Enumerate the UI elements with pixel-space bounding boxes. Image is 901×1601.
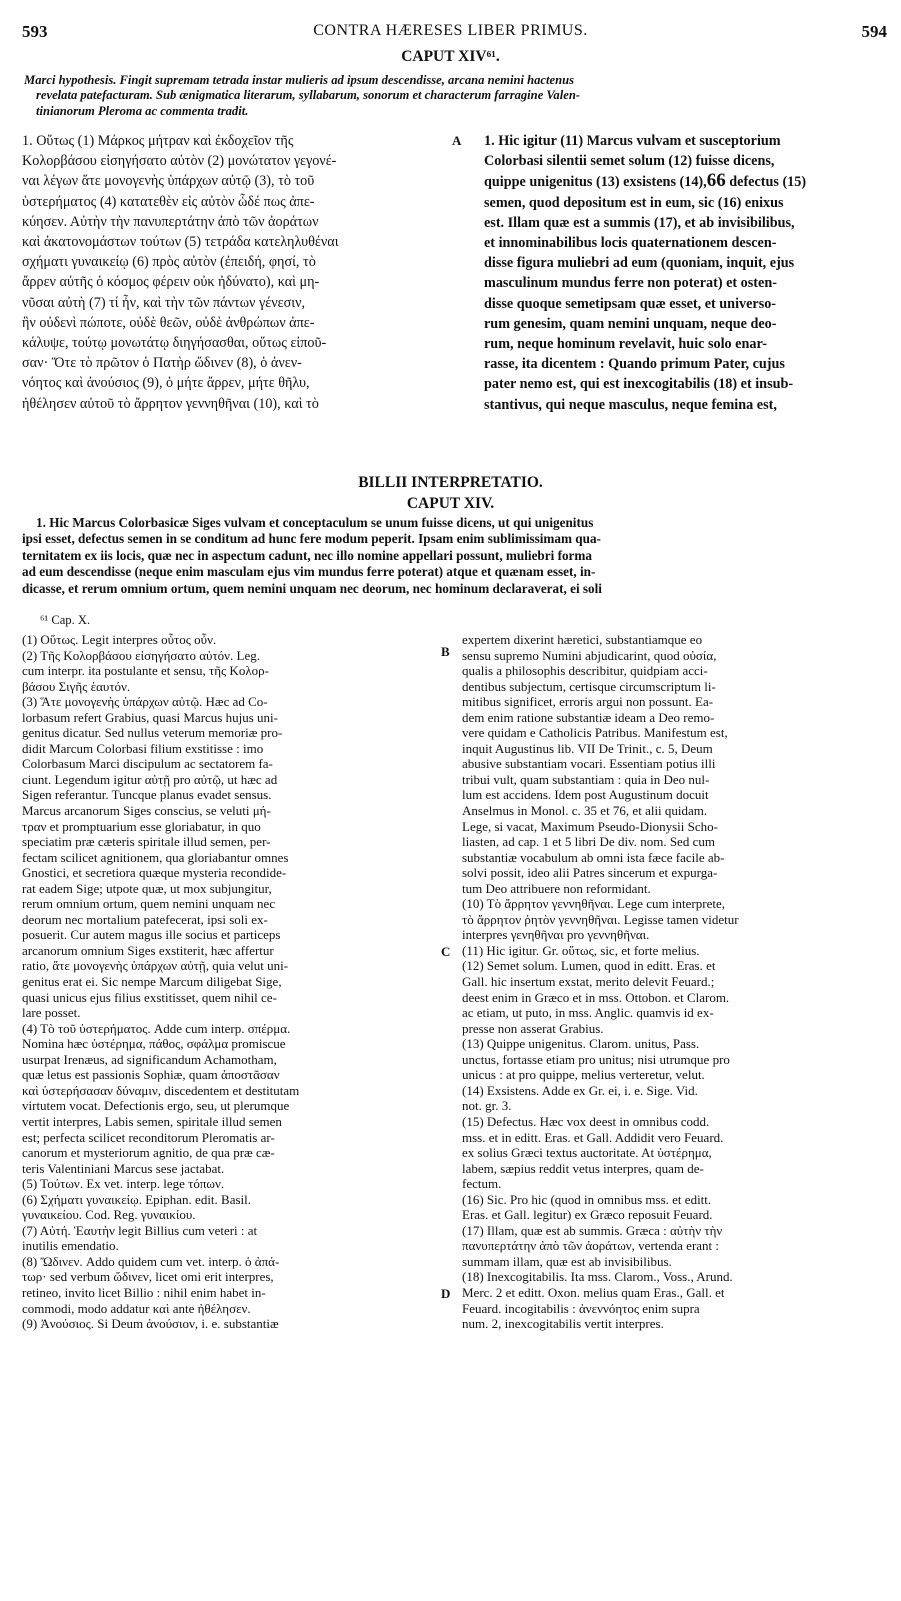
note-line: Marcus arcanorum Siges conscius, se veluti μή- xyxy=(22,803,271,819)
note-line: (4) Τὸ τοῦ ὑστερήματος. Adde cum interp. σπέρμα. xyxy=(22,1020,291,1036)
note-line: τραν et promptuarium esse gloriabatur, in quo xyxy=(22,818,261,834)
note-line: lare posset. xyxy=(22,1005,81,1021)
note-line: Gall. hic insertum exstat, merito delevit Feuard.; xyxy=(462,974,715,990)
note-line: καὶ ὑστερήσασαν δύναμιν, discedentem et destitutam xyxy=(22,1082,300,1098)
note-line: canorum et mysteriorum agnitio, de qua præ cæ- xyxy=(22,1145,275,1161)
greek-line: νόητος καὶ ἀνούσιος (9), ὁ μήτε ἄρρεν, μήτε θῆλυ, xyxy=(22,375,310,392)
latin-line: disse figura muliebri ad eum (quoniam, inquit, ejus xyxy=(484,255,795,272)
note-line: teris Valentiniani Marcus sese jactabat. xyxy=(22,1160,225,1176)
note-line: (10) Τὸ ἄρρητον γεννηθῆναι. Lege cum interprete, xyxy=(462,896,725,912)
note-line: expertem dixerint hæretici, substantiamque eo xyxy=(462,632,703,647)
latin-line: pater nemo est, qui est inexcogitabilis (18) et insub- xyxy=(484,376,794,393)
note-line: tum Deo attribuere non reformidant. xyxy=(462,880,651,896)
margin-letter-d: D xyxy=(441,1286,451,1301)
note-line: inutilis emendatio. xyxy=(22,1238,119,1254)
caput-title: CAPUT XIV⁶¹. xyxy=(401,48,500,65)
greek-line: ἄρρεν αὐτῆς ὁ κόσμος φέρειν οὐκ ἠδύνατο), καὶ μη- xyxy=(22,274,320,291)
note-line: qualis a philosophis describitur, quidpiam acci- xyxy=(462,663,708,679)
note-line: (8) Ὤδινεν. Addo quidem cum vet. interp. ὁ ἀπά- xyxy=(22,1253,280,1269)
greek-line: ναι λέγων ἅτε μονογενὴς ὑπάρχων αὐτῷ (3), τὸ τοῦ xyxy=(22,173,315,190)
latin-line: disse quoque semetipsam quæ esset, et universo- xyxy=(484,295,777,312)
caput2-title: CAPUT XIV. xyxy=(406,495,495,512)
latin-line: rum genesim, quam nemini unquam, neque deo- xyxy=(484,315,777,332)
note-line: mss. et in editt. Eras. et Gall. Addidit vero Feuard. xyxy=(462,1129,724,1145)
note-line: inquit Augustinus lib. VII De Trinit., c. 5, Deum xyxy=(462,740,713,756)
note-line: cum interpr. ita postulante et sensu, τῆς Κολορ- xyxy=(22,663,269,679)
note-line: Eras. et Gall. legitur) ex Græco reposuit Feuard. xyxy=(462,1207,713,1223)
note-line: (14) Exsistens. Adde ex Gr. ei, i. e. Sige. Vid. xyxy=(462,1082,698,1098)
note-line: quæ letus est passionis Sophiæ, quam ἀποστᾶσαν xyxy=(22,1067,280,1083)
latin-line: 1. Hic igitur (11) Marcus vulvam et susceptorium xyxy=(484,133,781,149)
note-line: ciunt. Legendum igitur αὐτῇ pro αὐτῷ, ut hæc ad xyxy=(22,771,278,787)
note-line: rerum omnium ortum, quem nemini unquam nec xyxy=(22,896,276,912)
latin-line: masculinum mundus ferre non poterat) et osten- xyxy=(484,275,777,292)
note-line: (17) Illam, quæ est ab summis. Græca : αὐτὴν τὴν xyxy=(462,1222,723,1238)
note-line: (1) Οὕτως. Legit interpres οὗτος οὖν. xyxy=(22,632,217,647)
note-line: deest enim in Græco et in mss. Ottobon. et Clarom. xyxy=(462,989,730,1005)
greek-line: κύησεν. Αὐτὴν τὴν πανυπερτάτην ἀπὸ τῶν ἀοράτων xyxy=(22,213,319,230)
margin-letter-c: C xyxy=(441,944,451,959)
greek-line: σχήματι γυναικείῳ (6) πρὸς αὐτὸν (ἐπειδή, φησί, τὸ xyxy=(22,254,316,271)
note-line: vertit interpres, Labis semen, spiritale illud semen xyxy=(22,1113,282,1129)
page-number-left: 593 xyxy=(22,22,48,41)
notes-left-column xyxy=(22,632,437,1332)
latin-line: rum, neque hominum revelavit, huic solo enar- xyxy=(484,336,767,353)
note-line: presse non asserat Grabius. xyxy=(462,1020,604,1036)
note-line: mitibus significet, erroris argui non possunt. Ea- xyxy=(462,694,714,710)
note-line: commodi, modo addatur καὶ ante ἠθέλησεν. xyxy=(22,1300,251,1316)
note-line: sensu supremo Numini abjudicarint, quod οὐσία, xyxy=(462,647,717,663)
interpretatio-paragraph xyxy=(22,515,888,597)
note-line: (9) Ἀνούσιος. Si Deum ἀνούσιον, i. e. substantiæ xyxy=(22,1316,279,1332)
note-line: abusive substantiam vocari. Essentiam potius illi xyxy=(462,756,716,772)
interpretatio-line: ipsi esset, defectus semen in se conditum ad hunc fere modum peperit. Ipsam enim sublimissimam qua- xyxy=(22,531,601,547)
greek-line: Κολορβάσου εἰσηγήσατο αὐτὸν (2) μονώτατον γεγονέ- xyxy=(22,153,337,170)
interpretatio-line: dicasse, et rerum omnium ortum, quem nemini unquam nec deorum, nec hominum declaraverat, ei soli xyxy=(22,580,602,596)
chapter-summary xyxy=(24,73,886,119)
interpretatio-line: 1. Hic Marcus Colorbasicæ Siges vulvam et conceptaculum se unum fuisse dicens, ut qui unigenitus xyxy=(36,515,594,530)
greek-line: ἠθέλησεν αὐτοῦ τὸ ἄρρητον γεννηθῆναι (10), καὶ τὸ xyxy=(22,395,319,412)
page-marker-66: 66 xyxy=(706,170,726,192)
page-number-right: 594 xyxy=(861,22,887,41)
note-line: γυναικείου. Cod. Reg. γυναικίου. xyxy=(22,1207,196,1223)
note-line: (13) Quippe unigenitus. Clarom. unitus, Pass. xyxy=(462,1036,700,1052)
note-line: πανυπερτάτην ἀπὸ τῶν ἀοράτων, vertenda erant : xyxy=(462,1238,720,1254)
summary-line: tinianorum Pleroma ac commenta tradit. xyxy=(36,103,249,118)
note-line: interpres γενηθῆναι pro γεννηθῆναι. xyxy=(462,927,650,943)
latin-line: et innominabilibus locis quaternationem descen- xyxy=(484,235,777,252)
note-line: rat eadem Sige; utpote quæ, ut mox subjungitur, xyxy=(22,880,272,896)
margin-letter-a: A xyxy=(452,133,462,148)
notes-right-column xyxy=(462,632,890,1332)
note-line: (2) Τῆς Κολορβάσου εἰσηγήσατο αὐτόν. Leg. xyxy=(22,647,261,663)
note-line: dentibus subjectum, certisque circumscriptum li- xyxy=(462,678,716,694)
note-line: est; perfecta scilicet reconditorum Pleromatis ar- xyxy=(22,1129,275,1145)
note-line: vere quidam e Catholicis Patribus. Manifestum est, xyxy=(462,725,728,741)
note-line: (7) Αὐτή. Ἑαυτὴν legit Billius cum veteri : at xyxy=(22,1222,258,1238)
latin-line: est. Illam quæ est a summis (17), et ab invisibilibus, xyxy=(484,214,795,231)
latin-text-column xyxy=(484,131,892,415)
latin-line-start: quippe unigenitus (13) exsistens (14), xyxy=(484,174,707,191)
summary-line: Marci hypothesis. Fingit supremam tetrada instar mulieris ad ipsum descendisse, arcana nemini hactenus xyxy=(24,73,575,87)
note-line: Anselmus in Monol. c. 35 et 76, et alii quidam. xyxy=(462,803,708,819)
note-line: (16) Sic. Pro hic (quod in omnibus mss. et editt. xyxy=(462,1191,712,1207)
note-line: labem, sæpius reddit vetus interpres, quam de- xyxy=(462,1160,704,1176)
note-line: ex solius Græci textus auctoritate. At ὑστέρημα, xyxy=(462,1145,712,1161)
note-line: Sigen referantur. Tuncque planus evadet sensus. xyxy=(22,787,272,803)
note-line: summam illam, quæ est ab invisibilibus. xyxy=(462,1253,672,1269)
note-line: solvi possit, ideo alii Patres sincerum et expurga- xyxy=(462,865,718,881)
note-line: τωρ· sed verbum ὤδινεν, licet omi erit interpres, xyxy=(22,1269,274,1285)
note-line: (15) Defectus. Hæc vox deest in omnibus codd. xyxy=(462,1113,710,1129)
note-line: didit Marcum Colorbasi filium exstitisse : imo xyxy=(22,740,264,756)
note-line: Lege, si vacat, Maximum Pseudo-Dionysii Scho- xyxy=(462,818,718,834)
note-line: substantiæ vocabulum ab omni ista fæce facile ab- xyxy=(462,849,725,865)
note-line: unctus, fortasse etiam pro unitus; nisi utrumque pro xyxy=(462,1051,730,1067)
note-line: ac etiam, ut puto, in mss. Anglic. quamvis id ex- xyxy=(462,1005,714,1021)
note-line: retineo, invito licet Billio : nihil enim habet in- xyxy=(22,1284,266,1300)
note-line: Feuard. incogitabilis : ἀνεννόητος enim supra xyxy=(462,1300,700,1316)
greek-line: 1. Οὕτως (1) Μάρκος μήτραν καὶ ἐκδοχεῖον τῆς xyxy=(22,133,294,149)
note-line: virtutem vocat. Defectionis ergo, seu, ut plerumque xyxy=(22,1098,290,1114)
margin-letter-b: B xyxy=(441,644,450,659)
note-line: genitus erat ei. Sic nempe Marcum diligebat Sige, xyxy=(22,974,282,990)
note-line: speciatim præ cæteris spiritale illud semen, per- xyxy=(22,834,271,850)
greek-text-column xyxy=(22,131,442,414)
note-line: liasten, ad cap. 1 et 5 libri De div. nom. Sed cum xyxy=(462,834,715,850)
summary-line: revelata patefacturam. Sub ænigmatica literarum, syllabarum, sonorum et characterum farragine Valen- xyxy=(36,88,581,103)
interpretatio-line: ternitatem ex iis locis, quæ nec in aspectum cadunt, nec illo nomine appellari possunt, muliebri forma xyxy=(22,547,592,563)
latin-line: semen, quod depositum est in eum, sic (16) enixus xyxy=(484,194,784,211)
note-line: (18) Inexcogitabilis. Ita mss. Clarom., Voss., Arund. xyxy=(462,1269,733,1285)
note-line: fectam scilicet agnitionem, qua gloriabantur omnes xyxy=(22,849,289,865)
note-line: (5) Τούτων. Ex vet. interp. lege τόπων. xyxy=(22,1176,225,1192)
note-line: arcanorum omnium Siges exstiterit, hæc affertur xyxy=(22,942,274,958)
note-line: dem enim ratione substantiæ ideam a Deo remo- xyxy=(462,709,715,725)
footnote-61: ⁶¹ Cap. X. xyxy=(40,613,91,627)
note-line: posuerit. Cur autem magus ille socius et particeps xyxy=(22,927,281,943)
greek-line: νῦσαι αὐτὴ (7) τί ἦν, καὶ τὴν τῶν πάντων γένεσιν, xyxy=(22,294,306,311)
note-line: usurpat Irenæus, ad significandum Achamotham, xyxy=(22,1051,277,1067)
note-line: Colorbasum Marci discipulum ac sectatorem fa- xyxy=(22,756,273,772)
latin-line: rasse, ita dicentem : Quando primum Pater, cujus xyxy=(484,356,785,373)
note-line: fectum. xyxy=(462,1176,502,1192)
note-line: Nomina hæc ὑστέρημα, πάθος, σφάλμα promiscue xyxy=(22,1036,286,1052)
note-line: not. gr. 3. xyxy=(462,1098,512,1114)
running-title: CONTRA HÆRESES LIBER PRIMUS. xyxy=(313,22,588,39)
greek-line: ἣν οὐδενὶ πώποτε, οὐδὲ θεῶν, οὐδὲ ἀνθρώπων ἀπε- xyxy=(22,314,315,331)
note-line: (12) Semet solum. Lumen, quod in editt. Eras. et xyxy=(462,958,716,974)
note-line: Gnostici, et secretiora quæque mysteria recondide- xyxy=(22,865,287,881)
note-line: ratio, ἅτε μονογενὴς ὑπάρχων αὐτῇ, quia velut uni- xyxy=(22,958,289,974)
note-line: quasi unicus ejus filius exstitisset, quem nihil ce- xyxy=(22,989,277,1005)
note-line: deorum nec mortalium patefecerat, ipsi soli ex- xyxy=(22,911,268,927)
note-line: βάσου Σιγῆς ἑαυτόν. xyxy=(22,678,131,694)
note-line: (11) Hic igitur. Gr. οὕτως, sic, et forte melius. xyxy=(462,942,700,958)
note-line: unicus : at pro quippe, melius verteretur, velut. xyxy=(462,1067,705,1083)
note-line: lum est accidens. Idem post Augustinum docuit xyxy=(462,787,709,803)
greek-line: καὶ ἀκατονομάστων τούτων (5) τετράδα κατεληλυθέναι xyxy=(22,234,339,251)
greek-line: ὑστερήματος (4) κατατεθὲν εἰς αὐτὸν ὧδέ πως ἀπε- xyxy=(22,193,315,210)
billii-title: BILLII INTERPRETATIO. xyxy=(358,474,543,491)
note-line: tribui vult, quam substantiam : quia in Deo nul- xyxy=(462,771,710,787)
note-line: τὸ ἄρρητον ῥητὸν γεννηθῆναι. Legisse tamen videtur xyxy=(462,911,739,927)
greek-line: κάλυψε, τούτῳ μονωτάτῳ διηγήσασθαι, οὕτως εἰποῦ- xyxy=(22,335,327,352)
note-line: Merc. 2 et editt. Oxon. melius quam Eras., Gall. et xyxy=(462,1284,725,1300)
note-line: genitus dicatur. Sed nullus veterum memoriæ pro- xyxy=(22,725,283,741)
note-line: num. 2, inexcogitabilis vertit interpres. xyxy=(462,1316,664,1332)
interpretatio-line: ad eum descendisse (neque enim masculam ejus vim mundus ferre poterat) atque et quænam esset, in- xyxy=(22,564,596,580)
latin-line-end: defectus (15) xyxy=(725,174,807,191)
note-line: (6) Σχήματι γυναικείῳ. Epiphan. edit. Basil. xyxy=(22,1191,252,1207)
latin-line xyxy=(484,171,892,192)
latin-line: stantivus, qui neque masculus, neque femina est, xyxy=(484,396,777,413)
note-line: lorbasum refert Grabius, quasi Marcus hujus uni- xyxy=(22,709,278,725)
greek-line: σαν· Ὅτε τὸ πρῶτον ὁ Πατὴρ ὤδινεν (8), ὁ ἀνεν- xyxy=(22,355,302,372)
latin-line: Colorbasi silentii semet solum (12) fuisse dicens, xyxy=(484,153,775,170)
note-line: (3) Ἅτε μονογενὴς ὑπάρχων αὐτῷ. Hæc ad Co- xyxy=(22,694,268,710)
